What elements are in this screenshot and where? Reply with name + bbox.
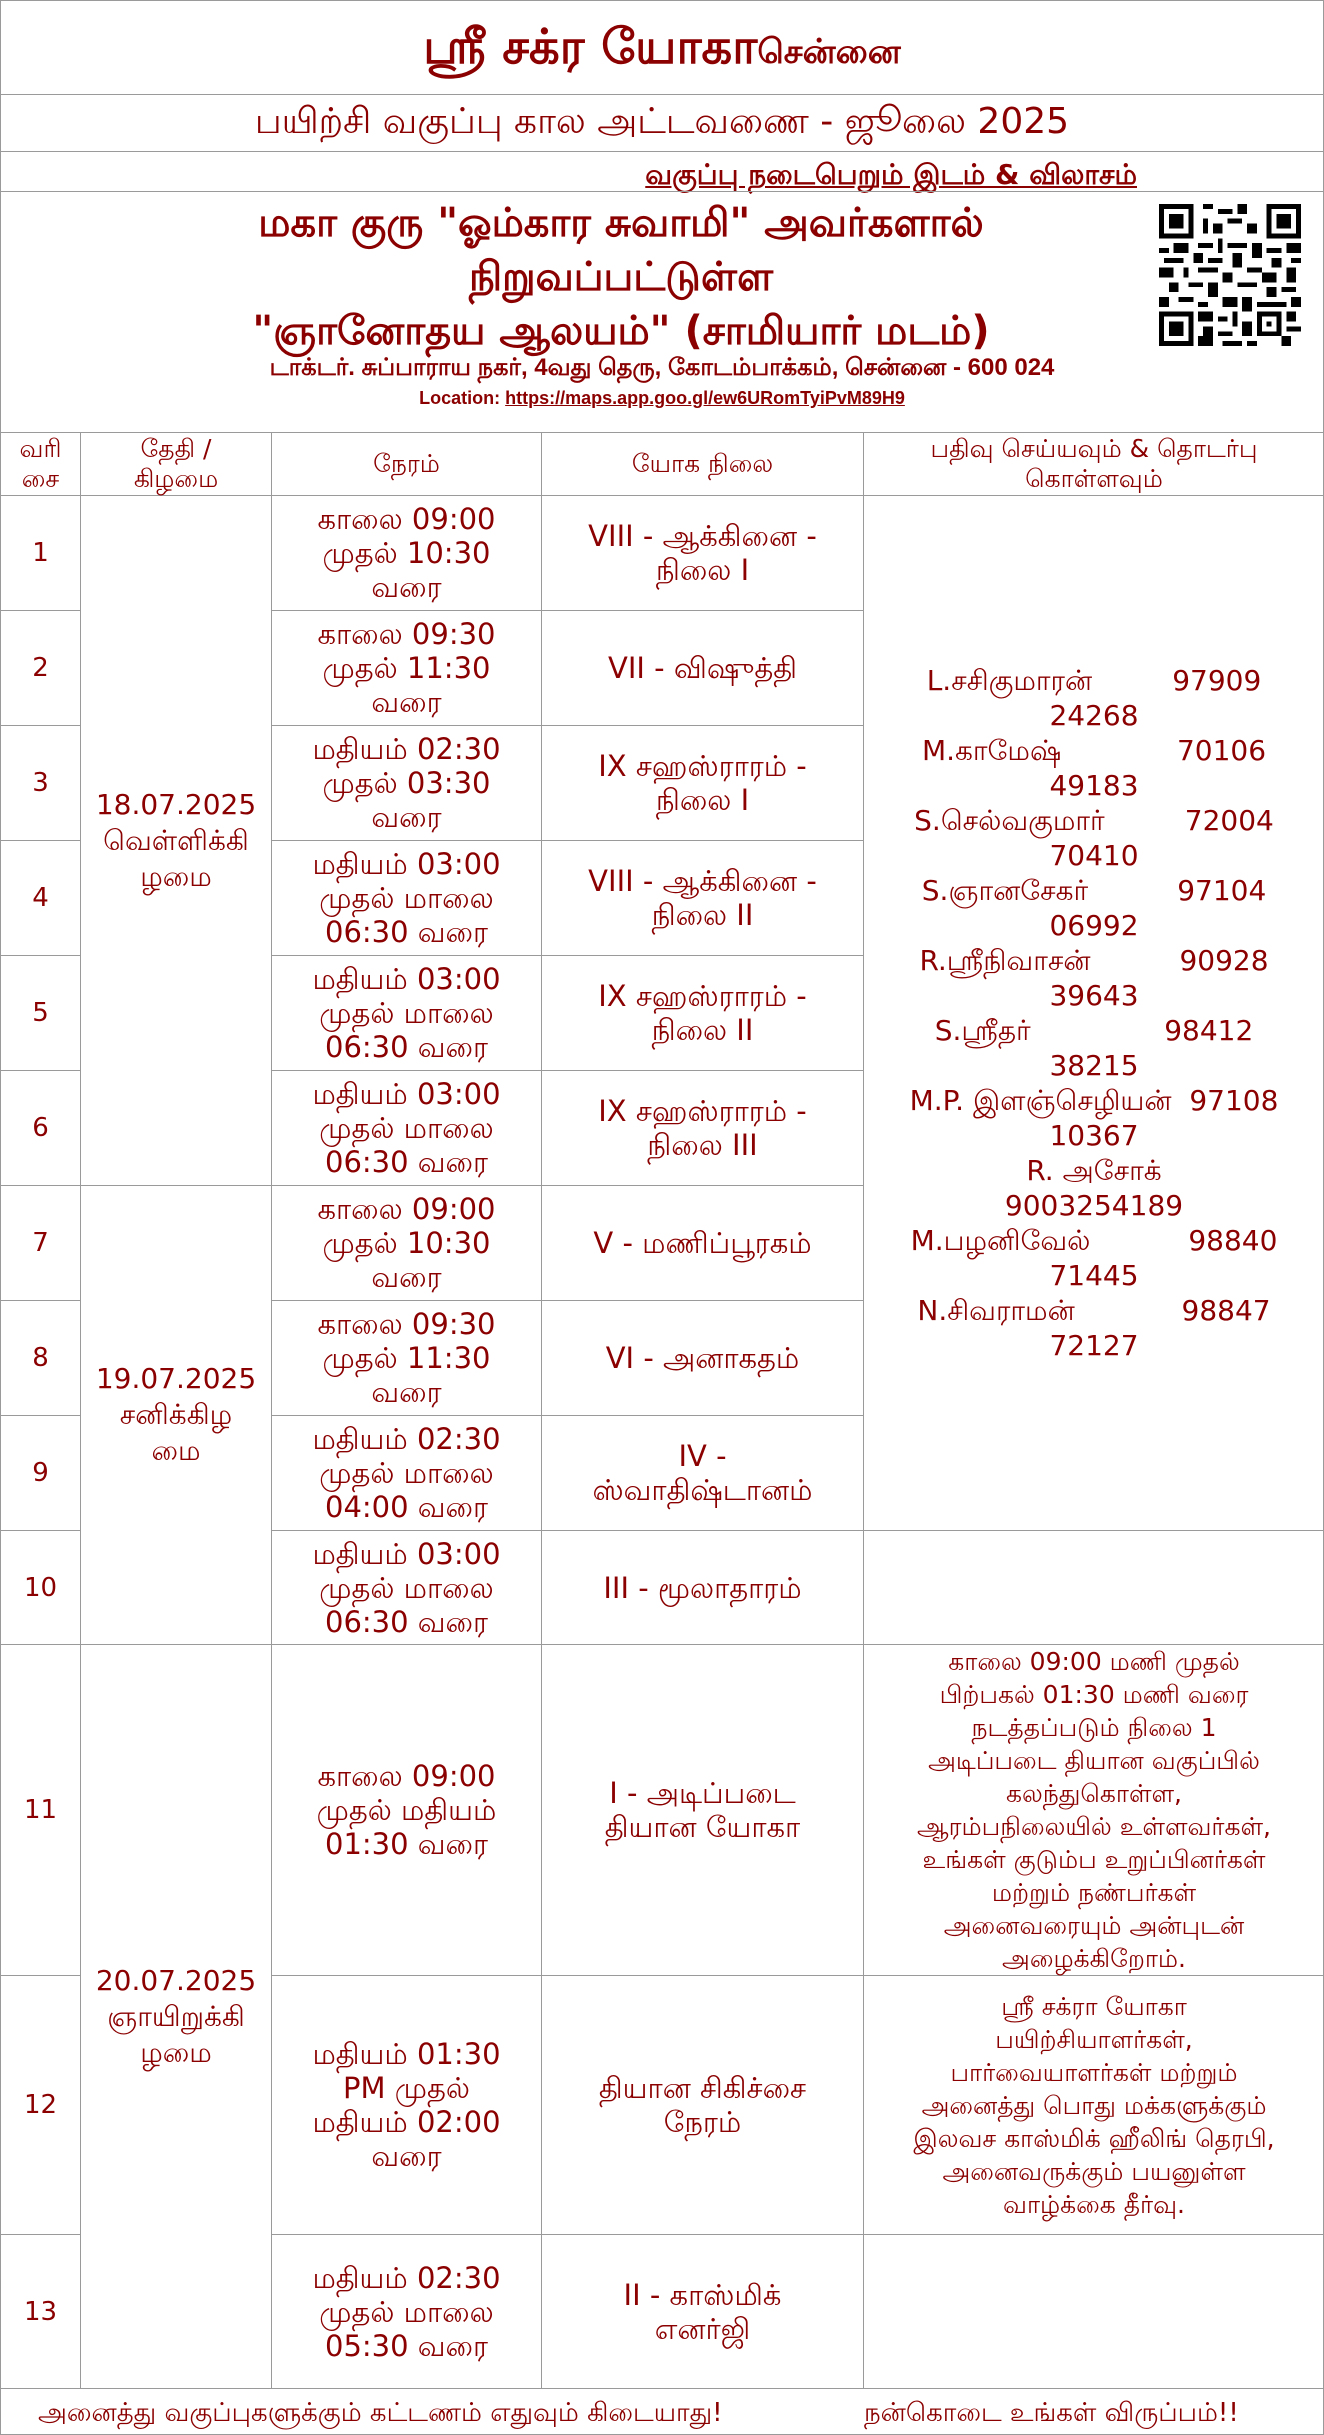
header-yoga-level: யோக நிலை [542,433,864,496]
yoga-level-cell: IX சஹஸ்ராரம் - நிலை III [542,1071,864,1186]
contact-line: S.ஞானசேகர் 97104 [921,874,1267,907]
table-row [1,1645,1324,1976]
day-name: ழமை [140,2035,212,2069]
yoga-level-cell: I - அடிப்படை தியான யோகா [542,1645,864,1976]
divider [1,94,1323,95]
time-cell: காலை 09:00 முதல் மதியம் 01:30 வரை [272,1645,542,1976]
healing-note: ஸ்ரீ சக்ரா யோகா பயிற்சியாளர்கள், பார்வையாளர்கள் மற்றும் அனைத்து பொது மக்களுக்கும் இலவச காஸ்மிக் ஹீலிங் தெரபி, அனைவருக்கும் பயனுள்ள வாழ்க்கை தீர்வு. [864,1976,1324,2235]
header-date: தேதி / கிழமை [81,433,272,496]
divider [1,191,1323,192]
table-row [1,496,1324,611]
yoga-level-cell: VIII - ஆக்கினை - நிலை I [542,496,864,611]
guru-line-2: நிறுவப்பட்டுள்ள [468,254,774,300]
time-cell: மதியம் 02:30 முதல் 03:30 வரை [272,726,542,841]
contact-line: M.காமேஷ் 70106 [921,734,1267,767]
guru-line-1: மகா குரு "ஓம்கார சுவாமி" அவர்களால் [258,200,984,246]
row-number: 4 [1,841,81,956]
yoga-level-cell: V - மணிப்பூரகம் [542,1186,864,1301]
contact-line: 10367 [1049,1119,1139,1152]
title-city: சென்னை [757,32,901,72]
contact-line: L.சசிகுமாரன் 97909 [926,664,1262,697]
location-line [1,388,1323,409]
day-name: மை [151,1434,201,1467]
yoga-level-cell: VII - விஷுத்தி [542,611,864,726]
contact-line: 70410 [1049,839,1139,872]
contact-line: 24268 [1049,699,1139,732]
yoga-level-cell: II - காஸ்மிக் எனர்ஜி [542,2235,864,2389]
location-link[interactable]: https://maps.app.goo.gl/ew6URomTyiPvM89H9 [505,388,905,408]
empty-cell [864,1531,1324,1645]
day-name: ழமை [140,859,212,893]
venue-name [101,196,1141,358]
day-name: ஞாயிறுக்கி [107,1999,245,2033]
time-cell: மதியம் 02:30 முதல் மாலை 05:30 வரை [272,2235,542,2389]
contact-line: N.சிவராமன் 98847 [917,1294,1271,1327]
footer-free-note: அனைத்து வகுப்புகளுக்கும் கட்டணம் எதுவும் கிடையாது! [38,2398,723,2428]
qr-code-icon[interactable] [1159,204,1301,346]
time-cell: காலை 09:30 முதல் 11:30 வரை [272,611,542,726]
contact-line: 39643 [1049,979,1139,1012]
time-cell: காலை 09:30 முதல் 11:30 வரை [272,1301,542,1416]
divider [1,151,1323,152]
yoga-level-cell: III - மூலாதாரம் [542,1531,864,1645]
yoga-level-cell: IX சஹஸ்ராரம் - நிலை I [542,726,864,841]
date-cell [81,1645,272,2389]
row-number: 1 [1,496,81,611]
time-cell: மதியம் 03:00 முதல் மாலை 06:30 வரை [272,841,542,956]
invitation-note: காலை 09:00 மணி முதல் பிற்பகல் 01:30 மணி வரை நடத்தப்படும் நிலை 1 அடிப்படை தியான வகுப்பில் கலந்துகொள்ள, ஆரம்பநிலையில் உள்ளவர்கள், உங்கள் குடும்ப உறுப்பினர்கள் மற்றும் நண்பர்கள் அனைவரையும் அன்புடன் அழைக்கிறோம். [864,1645,1324,1976]
contact-list [864,496,1324,1531]
time-cell: மதியம் 02:30 முதல் மாலை 04:00 வரை [272,1416,542,1531]
contact-line: M.பழனிவேல் 98840 [910,1224,1278,1257]
table-header-row [1,433,1324,496]
row-number: 8 [1,1301,81,1416]
yoga-level-cell: VI - அனாகதம் [542,1301,864,1416]
yoga-level-cell: தியான சிகிச்சை நேரம் [542,1976,864,2235]
row-number: 9 [1,1416,81,1531]
venue-label: வகுப்பு நடைபெறும் இடம் & விலாசம் [645,158,1137,191]
contact-line: 9003254189 [1004,1189,1184,1222]
date-value: 19.07.2025 [95,1362,257,1395]
footer-donation-note: நன்கொடை உங்கள் விருப்பம்!! [864,2398,1239,2428]
row-number: 10 [1,1531,81,1645]
row-number: 3 [1,726,81,841]
row-number: 6 [1,1071,81,1186]
contact-line: 72127 [1049,1329,1139,1362]
row-number: 12 [1,1976,81,2235]
contact-line: 71445 [1049,1259,1139,1292]
contact-line: R. அசோக் [1026,1154,1162,1187]
schedule-table [0,432,1324,2389]
time-cell: காலை 09:00 முதல் 10:30 வரை [272,496,542,611]
contact-line: 06992 [1049,909,1139,942]
title-main: ஸ்ரீ சக்ர யோகா [423,19,758,75]
time-cell: மதியம் 03:00 முதல் மாலை 06:30 வரை [272,956,542,1071]
contact-line: S.செல்வகுமார் 72004 [914,804,1274,837]
page-title [1,19,1323,81]
row-number: 7 [1,1186,81,1301]
yoga-level-cell: IV - ஸ்வாதிஷ்டானம் [542,1416,864,1531]
row-number: 11 [1,1645,81,1976]
time-cell: காலை 09:00 முதல் 10:30 வரை [272,1186,542,1301]
contact-line: S.ஸ்ரீதர் 98412 [934,1014,1254,1047]
guru-line-3: "ஞானோதய ஆலயம்" (சாமியார் மடம்) [252,308,990,354]
header-time: நேரம் [272,433,542,496]
header-contact: பதிவு செய்யவும் & தொடர்பு கொள்ளவும் [864,433,1324,496]
date-value: 18.07.2025 [95,787,257,821]
day-name: சனிக்கிழ [119,1398,233,1431]
row-number: 13 [1,2235,81,2389]
yoga-level-cell: VIII - ஆக்கினை - நிலை II [542,841,864,956]
row-number: 2 [1,611,81,726]
time-cell: மதியம் 03:00 முதல் மாலை 06:30 வரை [272,1531,542,1645]
time-cell: மதியம் 03:00 முதல் மாலை 06:30 வரை [272,1071,542,1186]
yoga-level-cell: IX சஹஸ்ராரம் - நிலை II [542,956,864,1071]
date-cell [81,1186,272,1645]
contact-line: M.P. இளஞ்செழியன் 97108 [909,1084,1279,1117]
venue-address: டாக்டர். சுப்பாராய நகர், 4வது தெரு, கோடம்பாக்கம், சென்னை - 600 024 [269,354,1055,381]
contact-line: 49183 [1049,769,1139,802]
row-number: 5 [1,956,81,1071]
day-name: வெள்ளிக்கி [103,823,249,857]
contact-line: R.ஸ்ரீநிவாசன் 90928 [919,944,1269,977]
empty-cell [864,2235,1324,2389]
time-cell: மதியம் 01:30 PM முதல் மதியம் 02:00 வரை [272,1976,542,2235]
contact-line: 38215 [1049,1049,1139,1082]
header-serial: வரி சை [1,433,81,496]
location-label: Location: [419,388,501,408]
date-value: 20.07.2025 [95,1963,257,1997]
date-cell [81,496,272,1186]
schedule-subtitle: பயிற்சி வகுப்பு கால அட்டவணை - ஜூலை 2025 [254,101,1070,142]
